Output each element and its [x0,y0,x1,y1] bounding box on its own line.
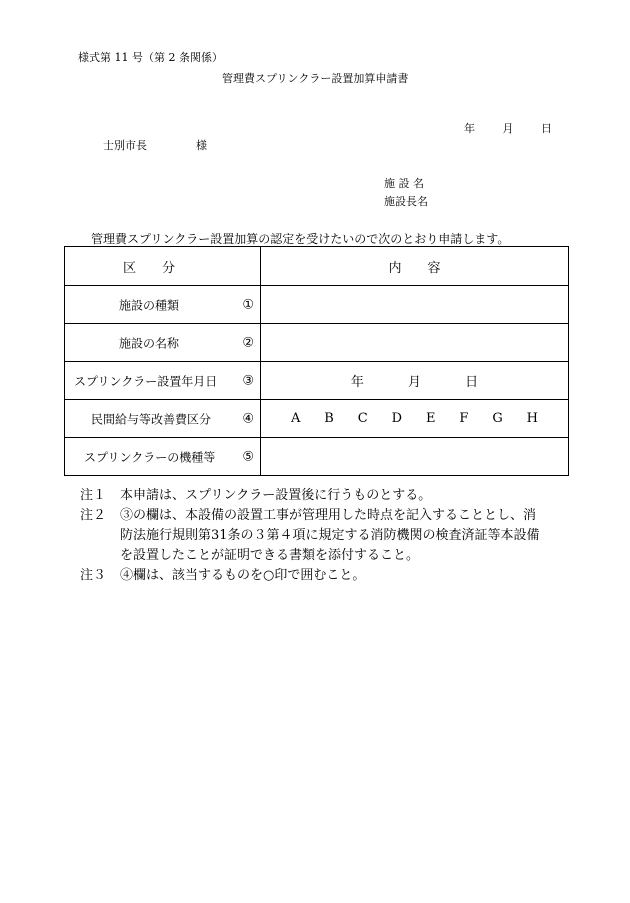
header-content: 内 容 [261,247,569,286]
grade-option-c[interactable]: C [357,411,368,426]
note-text: ③の欄は、本設備の設置工事が管理用した時点を記入することとし、消防法施行規則第31条の３第４項に規定する消防機関の検査済証等本設備を設置したことが証明できる書類を添付すること。 [120,508,540,563]
intro-text: 管理費スプリンクラー設置加算の認定を受けたいので次のとおり申請します。 [91,232,510,246]
grade-option-b[interactable]: B [324,411,334,426]
row-label-cell [65,362,261,400]
row-sprinkler-model [65,438,569,476]
note-mark: 注２ [80,508,107,523]
install-date-field[interactable] [261,362,569,400]
table-header-row [65,247,569,286]
addressee-name: 士別市長 [103,139,147,152]
row-label-cell [65,400,261,438]
install-month: 月 [407,375,421,390]
row-number: ① [242,297,254,312]
row-number: ④ [242,411,254,426]
row-label-cell [65,324,261,362]
facility-type-field[interactable] [261,286,569,324]
header-category: 区 分 [65,247,261,286]
row-label: スプリンクラー設置年月日 [74,374,218,388]
row-label: 民間給与等改善費区分 [91,412,212,426]
row-number: ② [242,335,254,350]
grade-option-d[interactable]: D [391,411,403,426]
grade-options [261,411,568,426]
row-label-cell [65,286,261,324]
row-wage-category [65,400,569,438]
grade-option-h[interactable]: H [526,411,539,426]
application-table [64,246,569,476]
grade-option-f[interactable]: F [459,411,469,426]
date-month: 月 [502,122,514,135]
row-label: 施設の種類 [119,298,180,312]
install-year: 年 [350,375,364,390]
form-number: 様式第 11 号（第 2 条関係） [78,51,223,64]
document-title: 管理費スプリンクラー設置加算申請書 [222,72,409,85]
note-mark: 注３ [80,568,107,583]
director-name-label: 施設長名 [384,195,428,208]
date-day: 日 [541,122,552,135]
wage-category-field [261,400,569,438]
facility-name-field[interactable] [261,324,569,362]
note-mark: 注１ [80,488,107,503]
row-install-date [65,362,569,400]
row-number: ⑤ [242,449,254,464]
row-label: スプリンクラーの機種等 [84,450,216,464]
addressee-honorific: 様 [196,139,207,152]
grade-option-e[interactable]: E [425,411,436,426]
row-facility-name [65,324,569,362]
row-label: 施設の名称 [119,336,180,350]
facility-name-label: 施 設 名 [384,177,424,190]
row-facility-type [65,286,569,324]
sprinkler-model-field[interactable] [261,438,569,476]
date-line [464,120,552,136]
row-number: ③ [242,373,254,388]
install-day: 日 [465,375,479,390]
date-year: 年 [464,122,475,135]
grade-option-a[interactable]: A [290,411,301,426]
row-label-cell [65,438,261,476]
note-text: 本申請は、スプリンクラー設置後に行うものとする。 [120,488,432,503]
note-text: ④欄は、該当するものを○印で囲むこと。 [120,568,366,583]
grade-option-g[interactable]: G [492,411,503,426]
